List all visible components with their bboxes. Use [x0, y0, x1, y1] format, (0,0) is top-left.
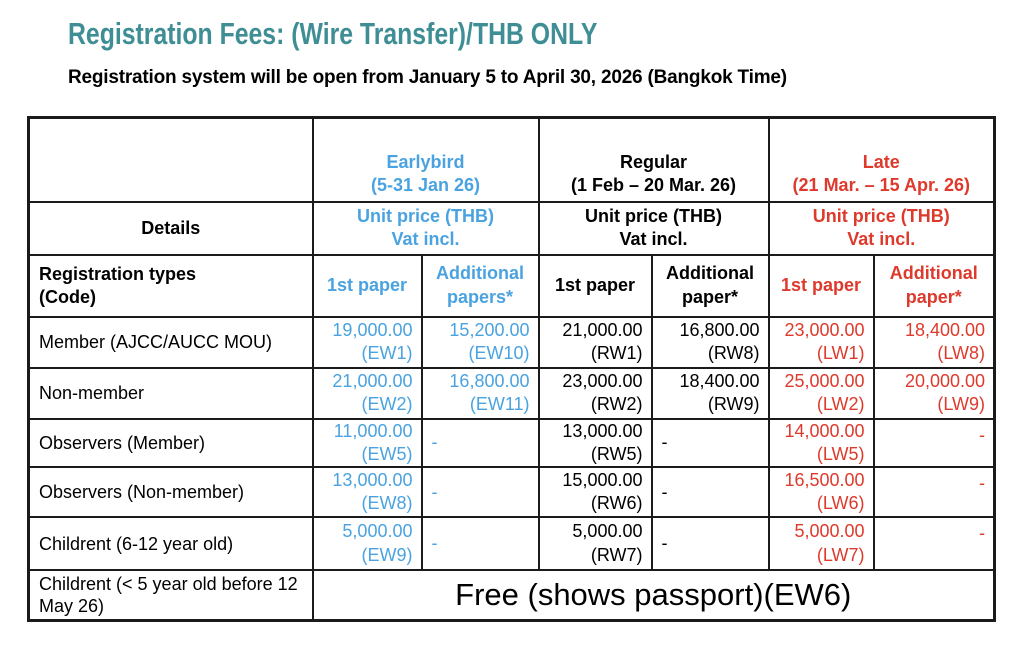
table-row	[29, 467, 995, 517]
fee-price: 23,000.00	[562, 370, 643, 391]
fee-cell	[769, 317, 874, 368]
band-name: Regular	[619, 151, 688, 172]
table-row	[29, 419, 995, 468]
row-label-non-member: Non-member	[29, 368, 313, 419]
fee-code: (RW9)	[707, 394, 760, 414]
page-title: Registration Fees: (Wire Transfer)/THB ONLY	[68, 16, 598, 51]
fee-code: (LW5)	[816, 443, 865, 464]
vat-line: Vat incl.	[391, 229, 460, 249]
vat-line: Vat incl.	[619, 229, 688, 249]
fee-code: (LW2)	[816, 394, 865, 414]
fee-cell	[313, 517, 422, 570]
fee-code: (LW1)	[816, 343, 865, 363]
table-row	[29, 368, 995, 419]
fee-cell	[769, 419, 874, 468]
page-subtitle: Registration system will be open from January 5 to April 30, 2026 (Bangkok Time)	[68, 67, 787, 88]
band-name: Earlybird	[386, 151, 465, 172]
fee-price: 16,800.00	[679, 319, 760, 340]
fee-price: 18,400.00	[679, 370, 760, 391]
details-header-cell: Details	[29, 202, 313, 255]
fee-cell	[874, 317, 995, 368]
unit-price-regular	[539, 202, 769, 255]
band-header-late	[769, 118, 995, 202]
fee-price: 5,000.00	[342, 521, 413, 542]
fee-price: 14,000.00	[784, 420, 865, 441]
col-header-late-first-paper: 1st paper	[769, 255, 874, 317]
fee-cell	[539, 368, 652, 419]
fee-cell	[539, 517, 652, 570]
band-name: Late	[862, 151, 900, 172]
row-label-observers-member: Observers (Member)	[29, 419, 313, 468]
fee-cell	[422, 368, 539, 419]
row-label-member: Member (AJCC/AUCC MOU)	[29, 317, 313, 368]
col-header-late-additional: Additional paper*	[874, 255, 995, 317]
unit-price-line: Unit price (THB)	[357, 205, 494, 226]
fee-price: 19,000.00	[332, 319, 413, 340]
fee-cell	[769, 517, 874, 570]
row-label-children-6-12: Childrent (6-12 year old)	[29, 517, 313, 570]
free-fee-cell: Free (shows passport)(EW6)	[313, 570, 995, 620]
fee-cell: -	[652, 517, 769, 570]
fee-cell	[313, 317, 422, 368]
fee-cell: -	[874, 517, 995, 570]
fee-price: 21,000.00	[562, 319, 643, 340]
fee-code: (EW10)	[468, 343, 530, 363]
fee-code: (LW9)	[937, 394, 986, 414]
fee-code: (EW2)	[361, 394, 413, 414]
col-header-regular-first-paper: 1st paper	[539, 255, 652, 317]
reg-types-line1: Registration types	[39, 264, 197, 284]
fee-code: (EW9)	[361, 544, 413, 565]
fee-code: (EW11)	[469, 394, 530, 414]
col-header-regular-additional: Additional paper*	[652, 255, 769, 317]
corner-empty-cell	[29, 118, 313, 202]
fee-cell	[422, 317, 539, 368]
fee-cell	[539, 467, 652, 517]
fee-price: 5,000.00	[794, 521, 865, 542]
fee-cell	[769, 368, 874, 419]
fee-cell	[874, 368, 995, 419]
col-header-earlybird-additional: Additional papers*	[422, 255, 539, 317]
fee-cell: -	[652, 419, 769, 468]
fee-cell	[313, 419, 422, 468]
unit-price-line: Unit price (THB)	[585, 205, 722, 226]
band-dates: (5-31 Jan 26)	[370, 175, 481, 196]
fee-price: 21,000.00	[332, 370, 413, 391]
fee-code: (LW8)	[937, 343, 986, 363]
fee-code: (RW6)	[590, 493, 643, 514]
fee-price: 15,200.00	[449, 319, 530, 340]
fee-price: 16,500.00	[784, 469, 865, 490]
fee-price: 5,000.00	[572, 521, 643, 542]
unit-price-earlybird	[313, 202, 539, 255]
fee-code: (EW1)	[361, 343, 413, 363]
fee-cell	[539, 317, 652, 368]
fee-cell	[652, 368, 769, 419]
fee-cell	[313, 467, 422, 517]
fee-cell: -	[874, 419, 995, 468]
unit-price-line: Unit price (THB)	[812, 205, 950, 226]
fee-price: 13,000.00	[332, 469, 413, 490]
fee-code: (LW6)	[816, 493, 865, 514]
row-label-children-under-5: Childrent (< 5 year old before 12 May 26)	[29, 570, 313, 620]
unit-price-late	[769, 202, 995, 255]
fee-cell	[769, 467, 874, 517]
fee-cell: -	[652, 467, 769, 517]
fee-cell: -	[422, 517, 539, 570]
row-label-observers-non-member: Observers (Non-member)	[29, 467, 313, 517]
fee-price: 18,400.00	[904, 319, 986, 340]
table-row	[29, 517, 995, 570]
fee-price: 15,000.00	[562, 469, 643, 490]
band-header-regular	[539, 118, 769, 202]
fee-code: (RW2)	[590, 394, 643, 414]
reg-types-line2: (Code)	[39, 286, 96, 307]
fee-price: 23,000.00	[784, 319, 865, 340]
registration-fees-table	[27, 116, 996, 622]
table-row	[29, 570, 995, 620]
fee-code: (EW8)	[361, 493, 413, 514]
fee-code: (LW7)	[816, 544, 865, 565]
fee-cell	[313, 368, 422, 419]
band-dates: (1 Feb – 20 Mar. 26)	[570, 175, 737, 196]
fee-price: 16,800.00	[449, 370, 530, 391]
fee-cell	[539, 419, 652, 468]
registration-types-header-cell	[29, 255, 313, 317]
fee-price: 25,000.00	[784, 370, 865, 391]
vat-line: Vat incl.	[847, 229, 916, 249]
fee-price: 20,000.00	[904, 370, 986, 391]
band-dates: (21 Mar. – 15 Apr. 26)	[792, 175, 970, 196]
fee-cell	[652, 317, 769, 368]
fee-price: 11,000.00	[333, 420, 413, 441]
fee-cell: -	[874, 467, 995, 517]
band-header-earlybird	[313, 118, 539, 202]
fee-code: (EW5)	[361, 443, 413, 464]
col-header-earlybird-first-paper: 1st paper	[313, 255, 422, 317]
fee-cell: -	[422, 419, 539, 468]
fee-code: (RW7)	[590, 544, 643, 565]
fee-price: 13,000.00	[562, 420, 643, 441]
fee-cell: -	[422, 467, 539, 517]
fee-code: (RW1)	[590, 343, 643, 363]
fee-code: (RW5)	[590, 443, 643, 464]
fee-code: (RW8)	[707, 343, 760, 363]
table-row	[29, 317, 995, 368]
